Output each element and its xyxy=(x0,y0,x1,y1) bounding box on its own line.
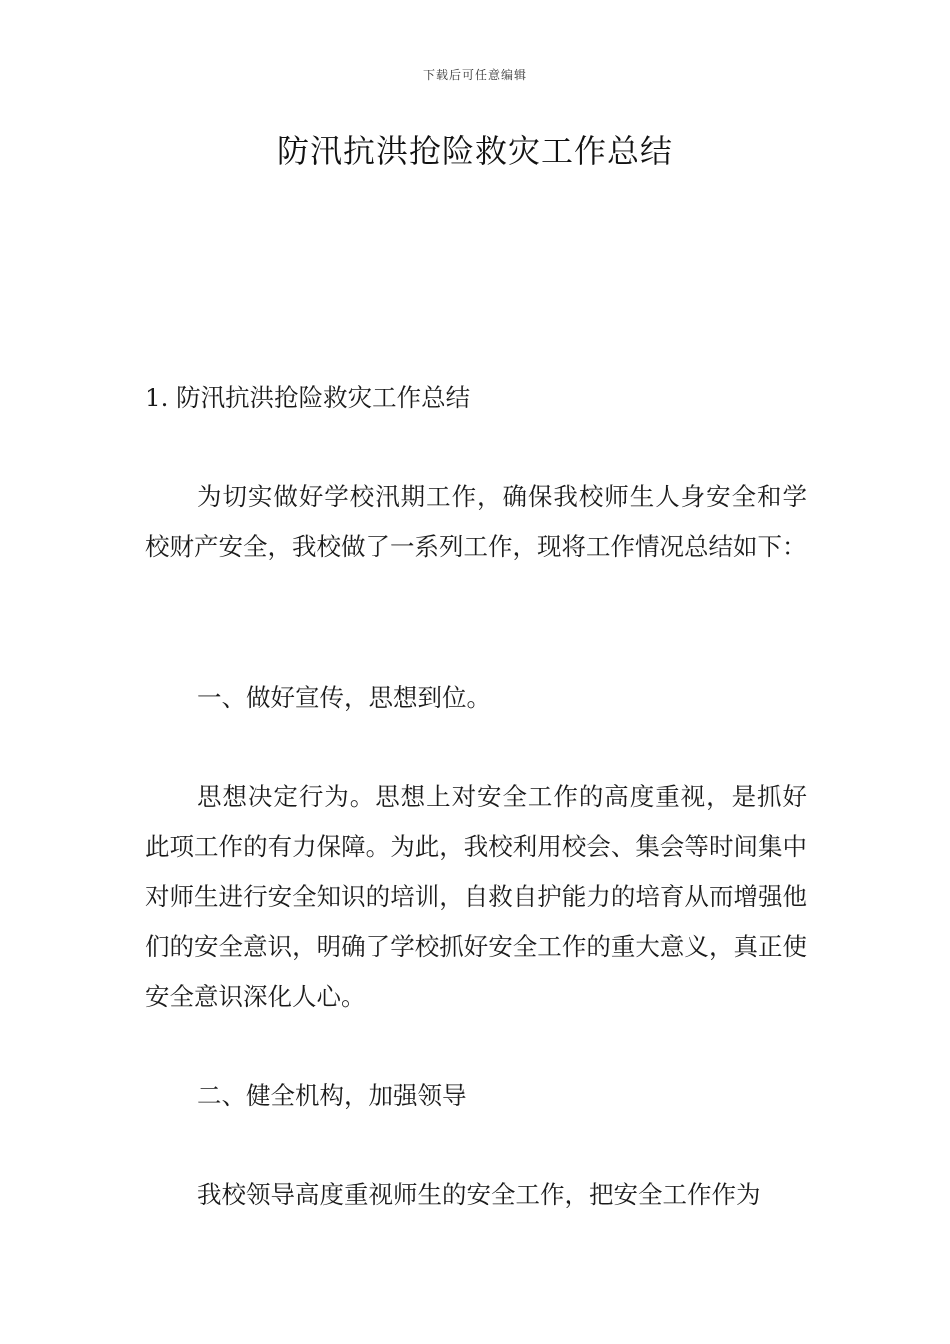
heading-one: 一、做好宣传，思想到位。 xyxy=(197,683,491,712)
heading-two: 二、健全机构，加强领导 xyxy=(197,1081,467,1110)
document-title: 防汛抗洪抢险救灾工作总结 xyxy=(276,132,673,170)
header-note: 下载后可任意编辑 xyxy=(422,68,527,82)
paragraph-two: 我校领导高度重视师生的安全工作，把安全工作作为 xyxy=(197,1180,761,1209)
section-heading: 1. 防汛抗洪抢险救灾工作总结 xyxy=(145,383,471,412)
paragraph-one: 思想决定行为。思想上对安全工作的高度重视，是抓好此项工作的有力保障。为此，我校利用校会、集会等时间集中对师生进行安全知识的培训，自救自护能力的培育从而增强他们的安全意识，明确了学校抓好安全工作的重大意义，真正使安全意识深化人心。 xyxy=(145,782,807,1011)
intro-paragraph: 为切实做好学校汛期工作，确保我校师生人身安全和学校财产安全，我校做了一系列工作，现将工作情况总结如下： xyxy=(145,482,807,561)
